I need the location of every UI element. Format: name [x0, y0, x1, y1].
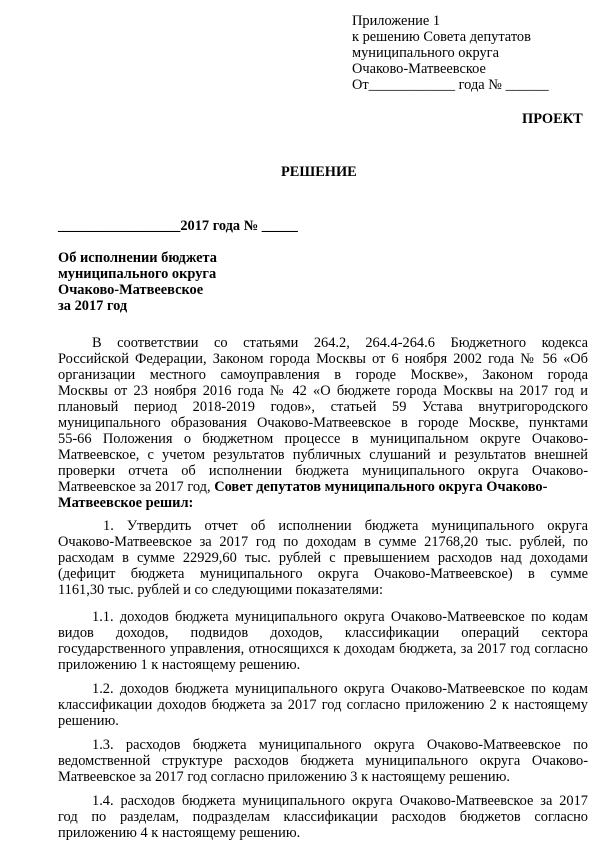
- preamble-line: Российской Федерации, Законом города Москвы от 6 ноября 2002 года № 56 «Об: [58, 351, 588, 367]
- preamble-line: проверки отчета об исполнении бюджета муниципального округа Очаково-: [58, 463, 588, 479]
- preamble-line: В соответствии со статьями 264.2, 264.4-264.6 Бюджетного кодекса: [92, 335, 588, 351]
- decision-title: РЕШЕНИЕ: [281, 164, 357, 180]
- item-line: видов доходов, подвидов доходов, классификации операций сектора: [58, 625, 588, 641]
- subject-line: Очаково-Матвеевское: [58, 282, 204, 298]
- item-line: Матвеевское за 2017 год согласно приложению 3 к настоящему решению.: [58, 769, 510, 785]
- item-line: 1.1. доходов бюджета муниципального округа Очаково-Матвеевское по кодам: [92, 609, 588, 625]
- item-line: 1. Утвердить отчет об исполнении бюджета муниципального округа: [103, 518, 588, 534]
- appendix-line: муниципального округа: [352, 45, 499, 61]
- preamble-line: организации местного самоуправления в городе Москве», Законом города: [58, 367, 588, 383]
- item-line: Очаково-Матвеевское за 2017 год по доходам в сумме 21768,20 тыс. рублей, по: [58, 534, 588, 550]
- item-line: приложению 1 к настоящему решению.: [58, 657, 301, 673]
- item-line: приложению 4 к настоящему решению.: [58, 825, 301, 841]
- item-line: 1.2. доходов бюджета муниципального округа Очаково-Матвеевское по кодам: [92, 681, 588, 697]
- subject-line: Об исполнении бюджета: [58, 250, 217, 266]
- project-label: ПРОЕКТ: [522, 111, 583, 127]
- item-line: (дефицит бюджета муниципального округа Очаково-Матвеевское) в сумме: [58, 566, 588, 582]
- item-line: 1.3. расходов бюджета муниципального округа Очаково-Матвеевское по: [92, 737, 588, 753]
- preamble-text: Матвеевское за 2017 год,: [58, 479, 215, 495]
- appendix-line: к решению Совета депутатов: [352, 29, 531, 45]
- council-decision-text: Совет депутатов муниципального округа Очаково-: [214, 479, 548, 495]
- preamble-line: плановый период 2018-2019 годов», статьей 59 Устава внутригородского: [58, 399, 588, 415]
- subject-line: муниципального округа: [58, 266, 217, 282]
- preamble-line: [58, 479, 547, 495]
- preamble-line: 55-66 Положения о бюджетном процессе в муниципальном округе Очаково-: [58, 431, 588, 447]
- item-line: 1.4. расходов бюджета муниципального округа Очаково-Матвеевское за 2017: [92, 793, 588, 809]
- item-line: 1161,30 тыс. рублей и со следующими показателями:: [58, 582, 383, 598]
- item-line: государственного управления, относящихся к доходам бюджета, за 2017 год согласно: [58, 641, 588, 657]
- item-line: решению.: [58, 713, 119, 729]
- council-decision-text: Матвеевское решил:: [58, 495, 194, 511]
- appendix-line: Очаково-Матвеевское: [352, 61, 486, 77]
- preamble-line: муниципального образования Очаково-Матвеевское в городе Москве, пунктами: [58, 415, 588, 431]
- item-line: ведомственной структуре расходов бюджета муниципального округа Очаково-: [58, 753, 588, 769]
- appendix-line: Приложение 1: [352, 13, 441, 29]
- item-line: классификации доходов бюджета за 2017 год согласно приложению 2 к настоящему: [58, 697, 588, 713]
- preamble-line: Москвы от 23 ноября 2016 года № 42 «О бюджете города Москвы на 2017 год и: [58, 383, 588, 399]
- appendix-date-line: От____________ года № ______: [352, 77, 549, 93]
- decision-date-line: _________________2017 года № _____: [58, 218, 298, 234]
- item-line: год по разделам, подразделам классификации расходов бюджетов согласно: [58, 809, 588, 825]
- preamble-line: Матвеевское, с учетом результатов публичных слушаний и результатов внешней: [58, 447, 588, 463]
- subject-line: за 2017 год: [58, 298, 128, 314]
- item-line: расходам в сумме 22929,60 тыс. рублей с превышением расходов над доходами: [58, 550, 588, 566]
